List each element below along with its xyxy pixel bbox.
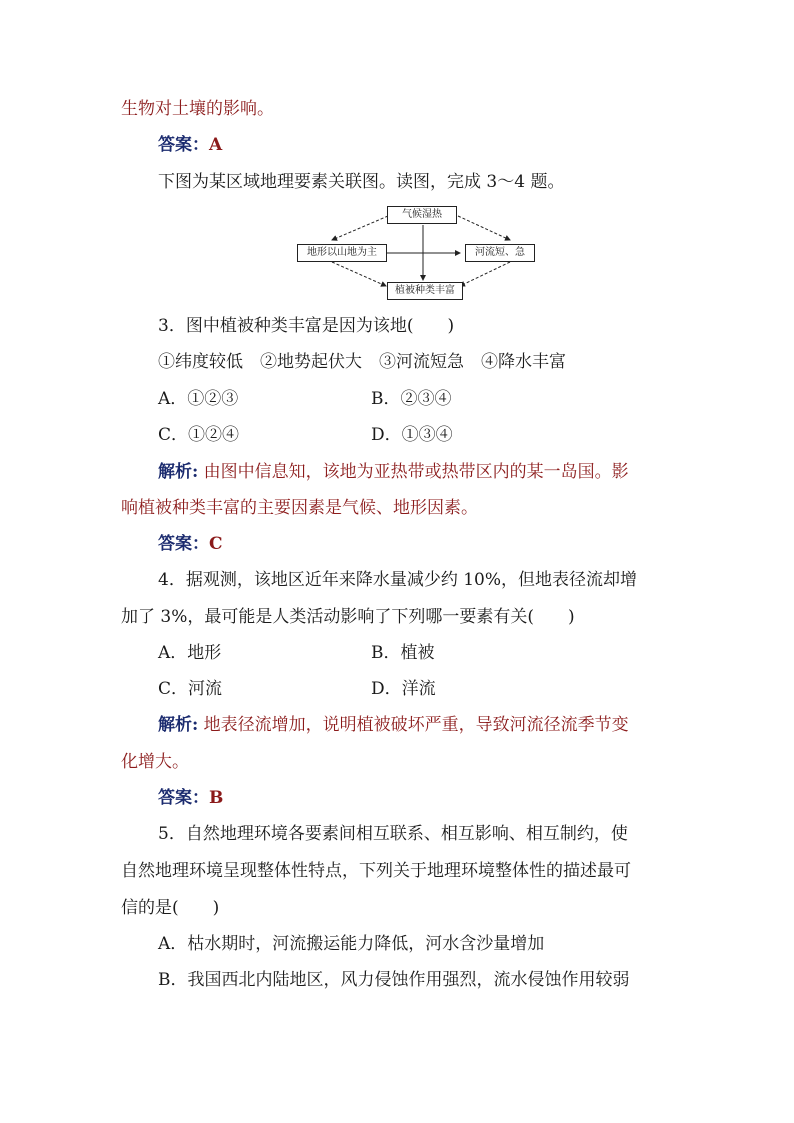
arrow-left-bottom (332, 262, 386, 286)
q3-analysis-2: 响植被种类丰富的主要因素是气候、地形因素。 (121, 498, 478, 518)
analysis-label: 解析: (158, 462, 199, 482)
diagram-box-bottom: 植被种类丰富 (387, 282, 463, 300)
q4-answer-line (158, 787, 223, 809)
q4-option-b: B．植被 (371, 643, 435, 663)
q4-options-row1 (158, 642, 435, 664)
q3-options-row2 (158, 424, 453, 446)
answer-label: 答案： (158, 135, 209, 155)
q4-option-c: C．河流 (158, 679, 223, 699)
q3-answer-line (158, 533, 223, 555)
answer-label: 答案： (158, 788, 209, 808)
group-intro: 下图为某区域地理要素关联图。读图，完成 3～4 题。 (158, 172, 565, 192)
q5-stem-1: 5．自然地理环境各要素间相互联系、相互影响、相互制约，使 (158, 824, 628, 844)
diagram-box-top: 气候湿热 (387, 206, 457, 224)
analysis-label: 解析: (158, 715, 199, 735)
q3-analysis-1 (158, 461, 629, 483)
q4-option-a: A．地形 (158, 643, 222, 663)
arrow-right-bottom (460, 262, 510, 286)
q5-option-a: A．枯水期时，河流搬运能力降低，河水含沙量增加 (158, 934, 545, 954)
q3-answer-value: C (209, 534, 223, 554)
arrow-top-left (332, 216, 388, 240)
q4-analysis-text-1: 地表径流增加，说明植被破坏严重，导致河流径流季节变 (198, 715, 629, 735)
q3-options-row1 (158, 388, 452, 410)
answer-value: A (209, 135, 223, 155)
answer-label: 答案： (158, 534, 209, 554)
q3-option-b: B．②③④ (371, 389, 452, 409)
q3-option-c: C．①②④ (158, 425, 240, 445)
q3-option-d: D．①③④ (371, 425, 453, 445)
q3-option-a: A．①②③ (158, 389, 239, 409)
q3-stem: 3．图中植被种类丰富是因为该地( ) (158, 316, 455, 336)
diagram-box-right: 河流短、急 (465, 244, 535, 262)
diagram-box-left: 地形以山地为主 (297, 244, 387, 262)
q5-option-b: B．我国西北内陆地区，风力侵蚀作用强烈，流水侵蚀作用较弱 (158, 970, 630, 990)
intro-tail: 生物对土壤的影响。 (121, 99, 274, 119)
q5-stem-2: 自然地理环境呈现整体性特点，下列关于地理环境整体性的描述最可 (121, 861, 631, 881)
q4-options-row2 (158, 678, 436, 700)
q3-items: ①纬度较低 ②地势起伏大 ③河流短急 ④降水丰富 (158, 352, 566, 372)
region-relation-diagram (290, 202, 540, 302)
q5-stem-3: 信的是( ) (121, 898, 220, 918)
q4-stem-1: 4．据观测，该地区近年来降水量减少约 10%，但地表径流却增 (158, 570, 638, 590)
arrow-top-right (458, 216, 510, 240)
answer-line-prev (158, 134, 222, 156)
q3-analysis-text-1: 由图中信息知，该地为亚热带或热带区内的某一岛国。影 (198, 462, 629, 482)
q4-analysis-2: 化增大。 (121, 752, 189, 772)
q4-answer-value: B (209, 788, 224, 808)
q4-analysis-1 (158, 714, 629, 736)
q4-stem-2: 加了 3%，最可能是人类活动影响了下列哪一要素有关( ) (121, 607, 575, 627)
q4-option-d: D．洋流 (371, 679, 436, 699)
